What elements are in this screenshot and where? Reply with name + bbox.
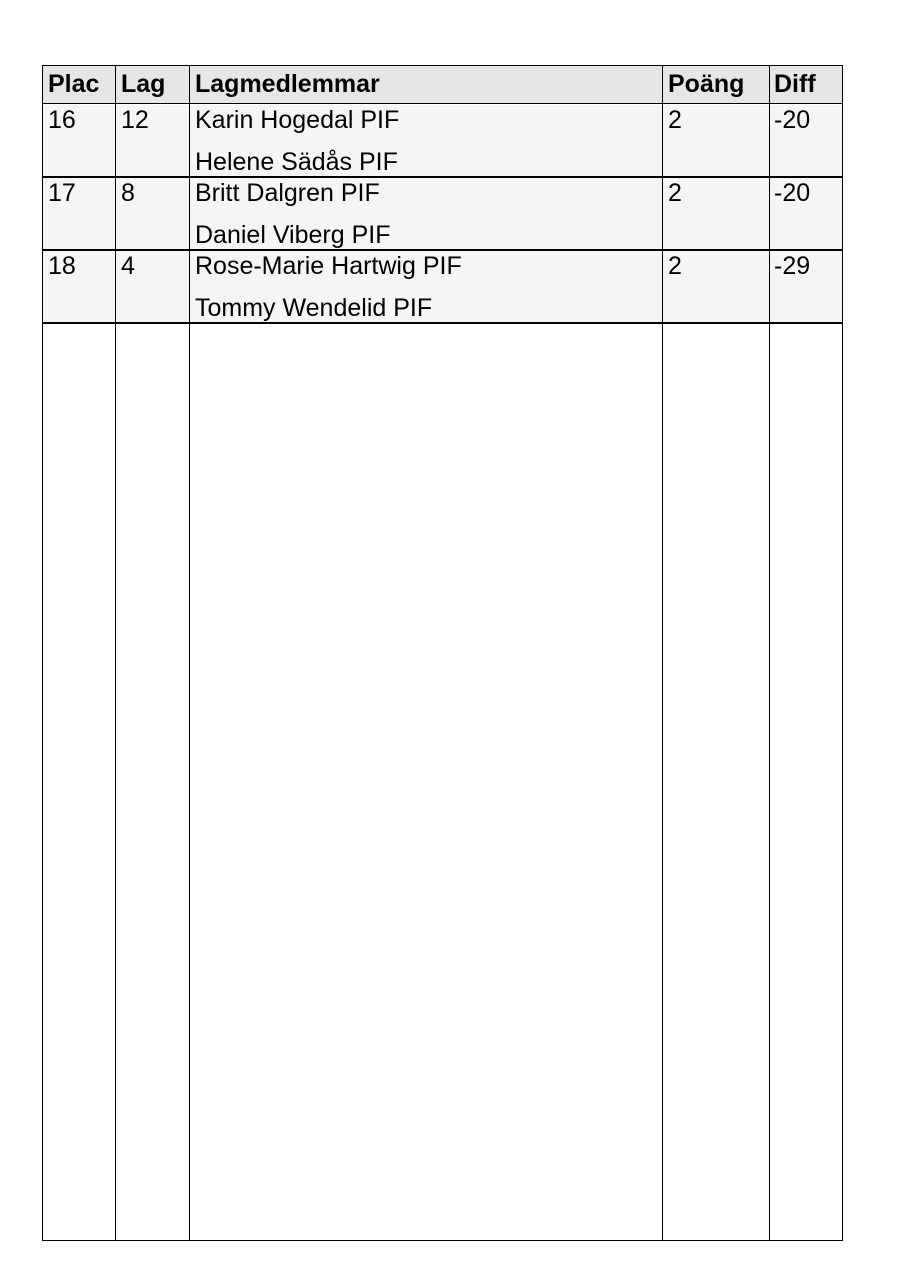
column-divider	[769, 66, 770, 1240]
header-points: Poäng	[668, 70, 745, 98]
cell-member: Rose-Marie Hartwig PIF	[195, 252, 462, 280]
cell-plac: 16	[48, 106, 76, 134]
cell-member: Daniel Viberg PIF	[195, 221, 391, 249]
cell-plac: 18	[48, 252, 76, 280]
cell-points: 2	[668, 252, 682, 280]
row-background	[43, 178, 842, 250]
cell-member: Tommy Wendelid PIF	[195, 294, 433, 322]
cell-diff: -20	[774, 106, 811, 134]
column-divider	[115, 66, 116, 1240]
column-divider	[189, 66, 190, 1240]
cell-diff: -20	[774, 179, 811, 207]
row-divider	[43, 322, 842, 324]
header-members: Lagmedlemmar	[195, 70, 380, 98]
row-divider	[43, 249, 842, 251]
header-lag: Lag	[121, 70, 166, 98]
cell-lag: 12	[121, 106, 149, 134]
column-divider	[662, 66, 663, 1240]
cell-plac: 17	[48, 179, 76, 207]
cell-member: Britt Dalgren PIF	[195, 179, 380, 207]
row-background	[43, 105, 842, 177]
cell-diff: -29	[774, 252, 811, 280]
cell-points: 2	[668, 106, 682, 134]
row-divider	[43, 176, 842, 178]
results-table	[42, 65, 843, 1241]
cell-lag: 4	[121, 252, 135, 280]
row-divider	[43, 103, 842, 104]
header-plac: Plac	[48, 70, 100, 98]
cell-member: Karin Hogedal PIF	[195, 106, 400, 134]
cell-member: Helene Sädås PIF	[195, 148, 398, 176]
header-diff: Diff	[774, 70, 816, 98]
cell-points: 2	[668, 179, 682, 207]
cell-lag: 8	[121, 179, 135, 207]
